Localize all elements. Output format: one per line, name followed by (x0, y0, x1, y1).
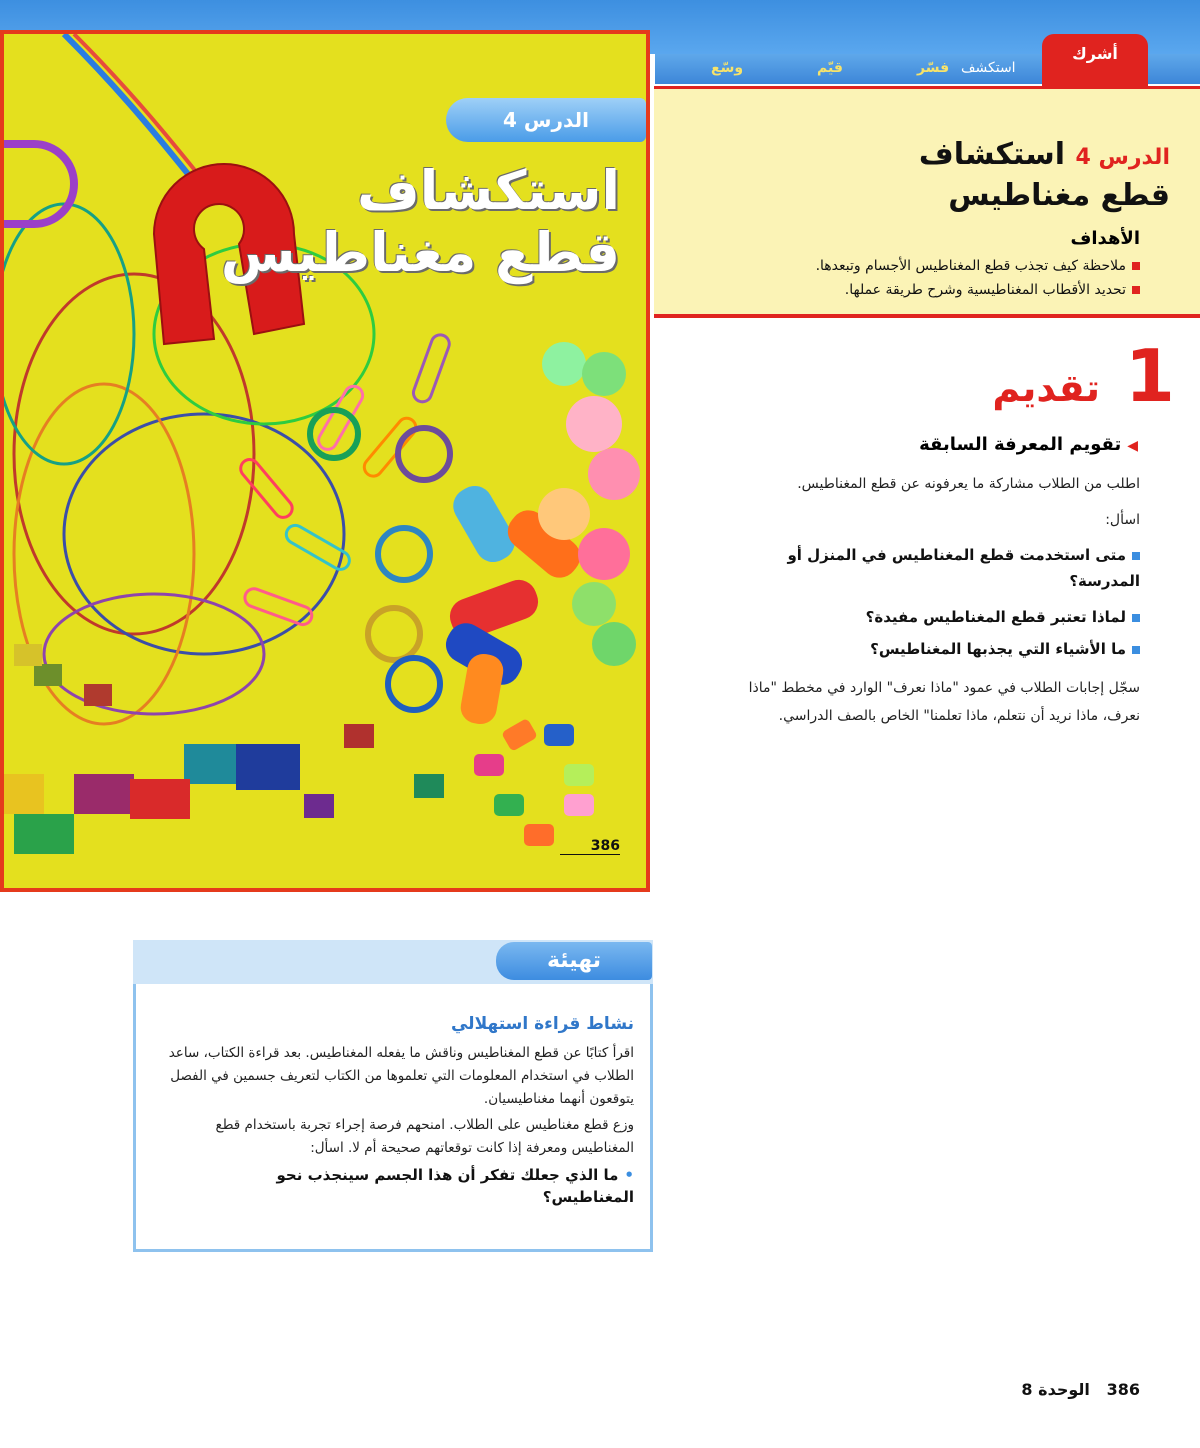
goal-item: تحديد الأقطاب المغناطيسية وشرح طريقة عملها. (680, 282, 1140, 298)
nav-explore[interactable]: استكشف (961, 60, 1016, 76)
warmup-paragraph: وزع قطع مغناطيس على الطلاب. امنحهم فرصة إجراء تجربة باستخدام قطع المغناطيس ومعرفة إذا كانت توقعاتهم صحيحة أم لا. اسأل: (215, 1117, 634, 1156)
photo-title-line1: استكشاف (356, 159, 620, 222)
intro-text: اطلب من الطلاب مشاركة ما يعرفونه عن قطع المغناطيس. (797, 476, 1140, 492)
lesson-title-line2: قطع مغناطيس (948, 178, 1170, 213)
goal-item: ملاحظة كيف تجذب قطع المغناطيس الأجسام وتبعدها. (680, 258, 1140, 274)
question-item: ما الأشياء التي يجذبها المغناطيس؟ (740, 636, 1140, 662)
warmup-subtitle: نشاط قراءة استهلالي (450, 1014, 634, 1034)
photo-lesson-badge: الدرس 4 (446, 98, 646, 142)
footer-page-number: 386 (1106, 1380, 1140, 1399)
ask-label: اسأل: (1105, 512, 1140, 528)
footer-unit: الوحدة 8 (1021, 1380, 1090, 1399)
bullet-square-icon (1132, 286, 1140, 294)
goals-heading: الأهداف (1070, 228, 1140, 249)
bullet-square-icon (1132, 552, 1140, 560)
lesson-label: الدرس 4 (1075, 145, 1170, 170)
photo-title-line2: قطع مغناطيس (220, 221, 620, 284)
nav-engage-tab[interactable]: أشرك (1042, 34, 1148, 86)
page-footer (960, 1380, 1140, 1399)
nav-explain[interactable]: فسّر (917, 60, 950, 76)
record-text: سجّل إجابات الطلاب في عمود "ماذا نعرف" الوارد في مخطط "ماذا نعرف، ماذا نريد أن نتعلم، ماذا تعلمنا" الخاص بالصف الدراسي. (748, 680, 1140, 724)
prior-knowledge-heading: ◀تقويم المعرفة السابقة (919, 434, 1138, 455)
nav-evaluate[interactable]: قيّم (817, 60, 843, 76)
question-item: لماذا تعتبر قطع المغناطيس مفيدة؟ (740, 604, 1140, 630)
nav-extend[interactable]: وسّع (711, 60, 744, 76)
question-item: متى استخدمت قطع المغناطيس في المنزل أو المدرسة؟ (787, 546, 1140, 590)
section-number: 1 (1124, 334, 1175, 418)
photo-title (200, 160, 620, 284)
bullet-square-icon (1132, 262, 1140, 270)
lesson-heading (700, 136, 1170, 215)
warmup-question: •ما الذي جعلك تفكر أن هذا الجسم سينجذب نحو المغناطيس؟ (276, 1166, 634, 1206)
warmup-paragraph: اقرأ كتابًا عن قطع المغناطيس وناقش ما يفعله المغناطيس. بعد قراءة الكتاب، ساعد الطلاب في استخدام المعلومات التي تعلموها من الكتاب لتعريف جسمين في الفصل يتوقعون أنهما مغناطيسيان. (168, 1045, 634, 1107)
bullet-square-icon (1132, 646, 1140, 654)
triangle-left-icon: ◀ (1127, 438, 1138, 454)
bullet-square-icon (1132, 614, 1140, 622)
bullet-dot-icon: • (624, 1166, 634, 1184)
photo-page-number: 386 (560, 838, 620, 855)
lesson-title-line1: استكشاف (918, 137, 1066, 172)
warmup-tab: تهيئة (496, 942, 652, 980)
section-title: تقديم (992, 366, 1100, 410)
